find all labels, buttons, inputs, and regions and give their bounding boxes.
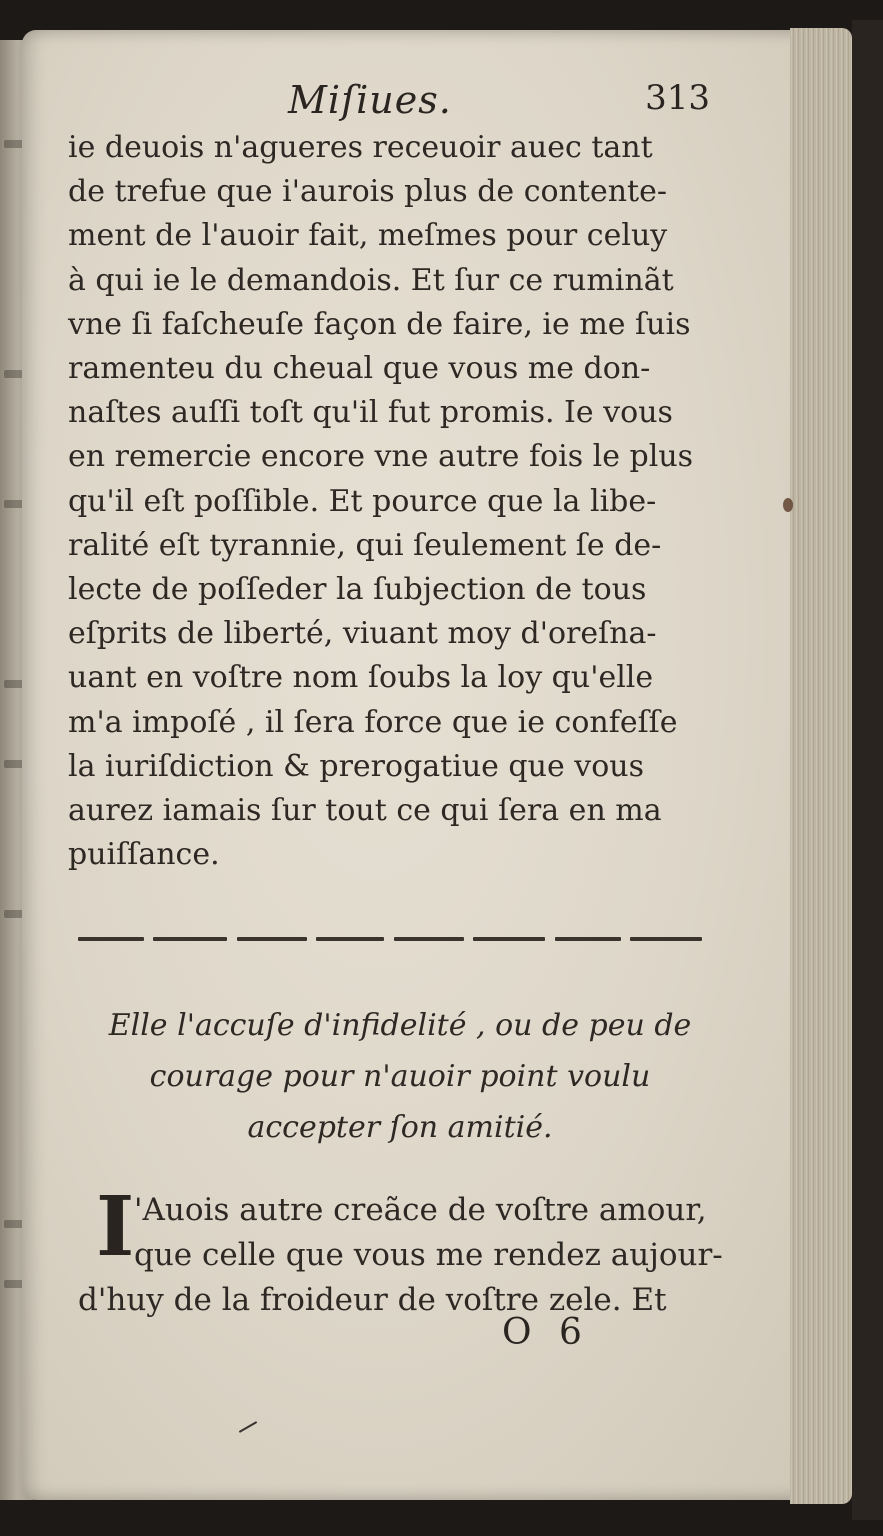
running-title: Miſiues. <box>288 78 452 122</box>
text-line: ment de l'auoir fait, meſmes pour celuy <box>68 218 668 254</box>
text-line: à qui ie le demandois. Et ſur ce ruminãt <box>68 262 674 298</box>
rule-segment <box>394 937 464 941</box>
rule-segment <box>237 937 307 941</box>
text-line: la iuriſdiction & prerogatiue que vous <box>68 748 644 784</box>
text-line: 'Auois autre creãce de voſtre amour, <box>134 1192 707 1228</box>
body-text <box>68 126 710 877</box>
page-number: 313 <box>645 78 710 118</box>
page-edges <box>790 28 852 1504</box>
letter-text <box>78 1179 723 1323</box>
section-rule <box>78 934 702 944</box>
letter-heading <box>100 1000 700 1153</box>
text-line: en remercie encore vne autre fois le plus <box>68 439 694 475</box>
text-line: ralité eſt tyrannie, qui ſeulement ſe de- <box>68 527 662 563</box>
rule-segment <box>473 937 545 941</box>
heading-line: Elle l'accuſe d'infidelité , ou de peu de <box>108 1008 692 1043</box>
text-line: vne ſi faſcheuſe façon de faire, ie me ſuis <box>68 306 691 342</box>
text-line: naſtes auſſi toſt qu'il fut promis. Ie vous <box>68 395 673 431</box>
rule-segment <box>630 937 702 941</box>
running-head <box>60 78 710 128</box>
text-line: d'huy de la froideur de voſtre zele. Et <box>78 1282 667 1318</box>
signature-mark: O 6 <box>502 1312 590 1353</box>
text-line: ramenteu du cheual que vous me don- <box>68 351 651 387</box>
text-line: m'a impoſé , il ſera force que ie confeſſe <box>68 704 678 740</box>
text-line: uant en voſtre nom ſoubs la loy qu'elle <box>68 660 654 696</box>
rule-segment <box>316 937 384 941</box>
text-line: eſprits de liberté, viuant moy d'oreſna- <box>68 616 657 652</box>
text-line: qu'il eſt poſſible. Et pource que la libe- <box>68 483 657 519</box>
heading-line: accepter ſon amitié. <box>247 1110 553 1145</box>
text-line: de trefue que i'aurois plus de contente- <box>68 174 667 210</box>
rule-segment <box>555 937 621 941</box>
text-line: ie deuois n'agueres receuoir auec tant <box>68 130 653 165</box>
book-cover-edge <box>852 20 883 1520</box>
text-line: aurez iamais ſur tout ce qui ſera en ma <box>68 793 662 829</box>
drop-cap: I <box>96 1179 135 1275</box>
rule-segment <box>153 937 227 941</box>
text-line: puiſſance. <box>68 837 220 873</box>
text-line: que celle que vous me rendez aujour- <box>134 1237 723 1273</box>
heading-line: courage pour n'auoir point voulu <box>149 1059 651 1094</box>
rule-segment <box>78 937 144 941</box>
text-line: lecte de poſſeder la ſubjection de tous <box>68 572 647 608</box>
ink-stain <box>783 498 793 512</box>
